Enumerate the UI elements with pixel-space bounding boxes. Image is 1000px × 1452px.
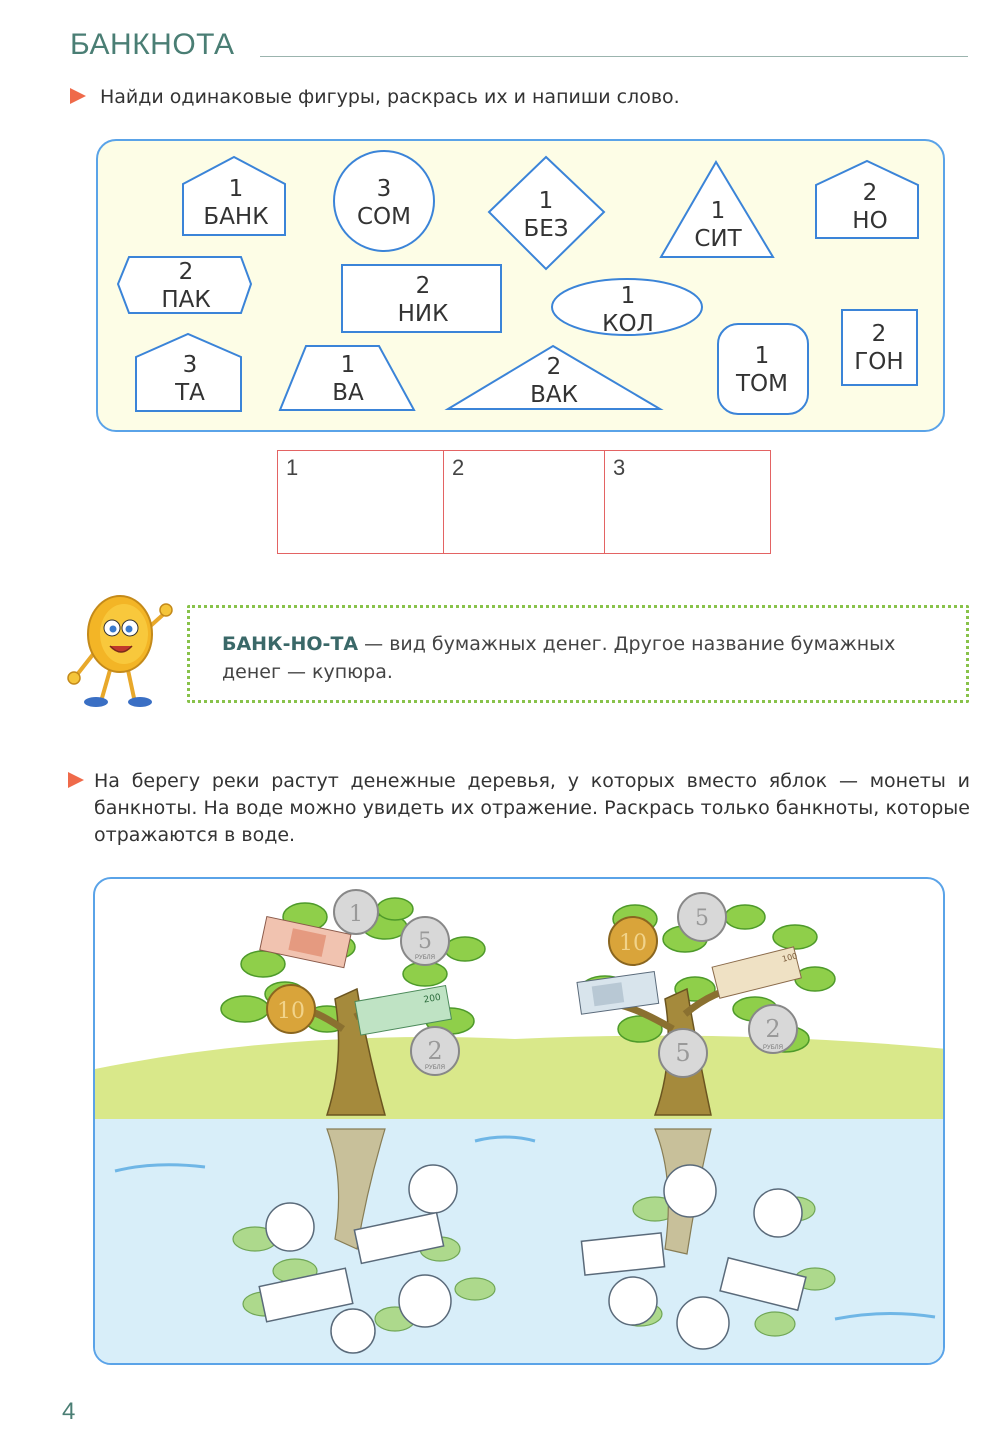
svg-text:РУБЛЯ: РУБЛЯ: [415, 955, 435, 961]
shape-label-10: 1 ВА: [332, 352, 364, 406]
answer-cell-1[interactable]: 1: [278, 451, 444, 553]
banknote-left-2-value: 200: [422, 992, 442, 1006]
banknote-right-2-value: 100: [781, 951, 799, 964]
task1-instruction: Найди одинаковые фигуры, раскрась их и напиши слово.: [100, 86, 680, 108]
shape-label-8: 1 КОЛ: [602, 283, 654, 337]
scene-svg: [95, 879, 945, 1365]
coin-right-3: [749, 1005, 797, 1053]
reflect-circle-left-2: [266, 1203, 314, 1251]
shape-label-7: 2 НИК: [397, 273, 449, 327]
svg-text:2: 2: [427, 1037, 443, 1065]
coin-left-4: [411, 1027, 459, 1075]
shape-label-12: 1 ТОМ: [736, 343, 788, 397]
coin-left-2: [401, 917, 449, 965]
definition-text: [222, 630, 952, 686]
reflect-circle-left-1: [409, 1165, 457, 1213]
answer-cell-2[interactable]: 2: [444, 451, 605, 553]
shape-label-3: 1 БЕЗ: [523, 188, 569, 242]
coin-right-2: [678, 893, 726, 941]
coin-right-1: [609, 917, 657, 965]
title-rule: [260, 56, 968, 57]
task2-instruction: На берегу реки растут денежные деревья, у которых вместо яблок — монеты и банкноты. На воде можно увидеть их отражение. Раскрась только банкноты, которые отражаются в воде.: [94, 770, 970, 846]
coin-mascot-icon: [62, 590, 182, 718]
banknote-right-1: [577, 972, 659, 1015]
bullet-icon: [70, 88, 86, 104]
shape-label-2: 3 СОМ: [356, 176, 411, 230]
coin-right-4: [659, 1029, 707, 1077]
svg-text:РУБЛЯ: РУБЛЯ: [763, 1045, 783, 1051]
reflect-circle-right-3: [609, 1277, 657, 1325]
shape-label-4: 1 СИТ: [694, 198, 742, 252]
answer-grid: [277, 450, 771, 554]
svg-text:10: 10: [619, 931, 647, 956]
svg-text:5: 5: [675, 1039, 691, 1067]
reflect-circle-right-4: [677, 1297, 729, 1349]
answer-cell-3[interactable]: 3: [613, 455, 626, 480]
svg-text:5: 5: [695, 906, 709, 931]
banknote-right-2: [712, 947, 802, 999]
shape-label-1: 1 БАНК: [203, 176, 269, 230]
reflect-circle-left-4: [331, 1309, 375, 1353]
coin-left-1: [334, 890, 378, 934]
shape-label-5: 2 НО: [852, 180, 888, 234]
money-tree-scene: [93, 877, 945, 1365]
shape-label-11: 2 ВАК: [530, 354, 578, 408]
definition-body: — вид бумажных денег. Другое название бумажных денег — купюра.: [222, 633, 896, 683]
page-title: БАНКНОТА: [70, 28, 235, 61]
svg-text:1: 1: [349, 902, 363, 927]
reflect-circle-right-1: [664, 1165, 716, 1217]
bullet-icon: [68, 772, 84, 788]
reflect-note-right-1: [581, 1233, 664, 1275]
shape-label-6: 2 ПАК: [161, 259, 211, 313]
svg-text:РУБЛЯ: РУБЛЯ: [425, 1065, 445, 1071]
definition-term: БАНК-НО-ТА: [222, 633, 359, 655]
shape-label-13: 2 ГОН: [854, 321, 904, 375]
reflect-circle-left-3: [399, 1275, 451, 1327]
shape-label-9: 3 ТА: [175, 352, 205, 406]
page-number: 4: [62, 1398, 76, 1425]
coin-left-3: [267, 985, 315, 1033]
shapes-panel: [96, 139, 945, 432]
svg-text:10: 10: [277, 999, 305, 1024]
svg-text:2: 2: [765, 1015, 781, 1043]
svg-text:5: 5: [418, 929, 432, 954]
reflect-circle-right-2: [754, 1189, 802, 1237]
